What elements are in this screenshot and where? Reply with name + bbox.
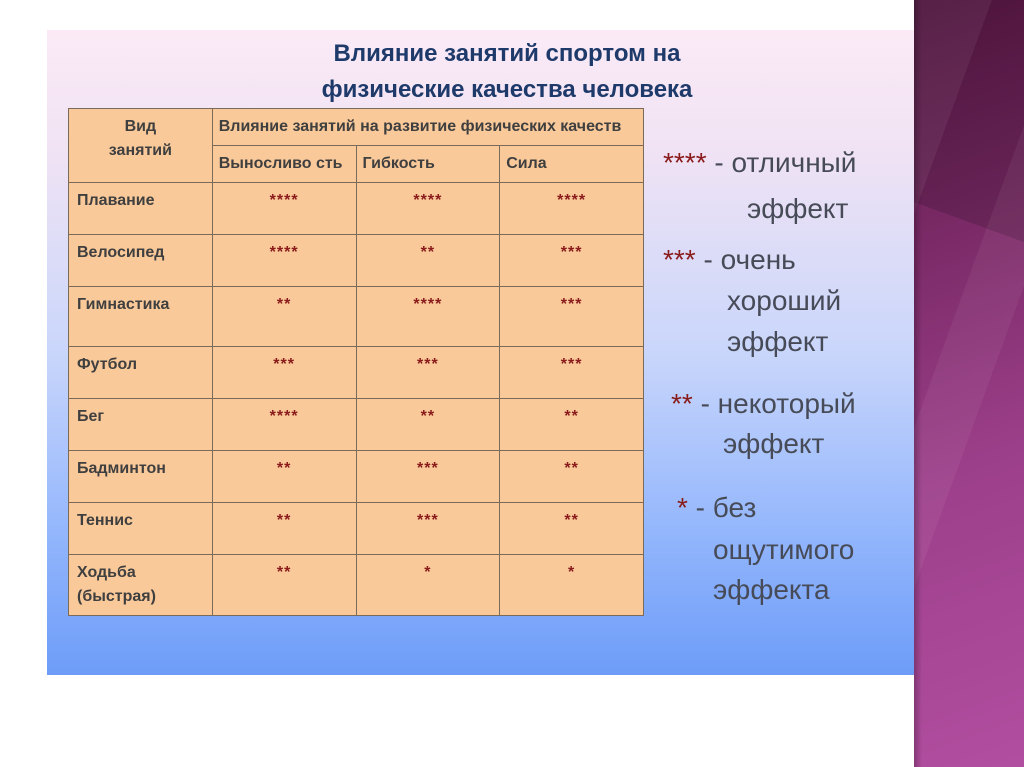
rating-strength: *** bbox=[500, 347, 644, 399]
decorative-side-band bbox=[914, 0, 1024, 767]
table-row bbox=[69, 235, 644, 287]
table-row bbox=[69, 287, 644, 347]
rating-flexibility: *** bbox=[356, 347, 500, 399]
slide-title-line-1: Влияние занятий спортом на bbox=[333, 40, 681, 67]
table-row bbox=[69, 347, 644, 399]
row-activity-name bbox=[69, 555, 213, 616]
rating-endurance: **** bbox=[212, 399, 356, 451]
rating-endurance: ** bbox=[212, 287, 356, 347]
rating-flexibility: **** bbox=[356, 287, 500, 347]
rating-flexibility: **** bbox=[356, 183, 500, 235]
legend-item-some-line-2: эффект bbox=[723, 428, 825, 459]
row-activity-name: Теннис bbox=[69, 503, 213, 555]
side-band-shadow bbox=[914, 0, 922, 767]
row-activity-name: Футбол bbox=[69, 347, 213, 399]
row-activity-name: Бег bbox=[69, 399, 213, 451]
rating-endurance: *** bbox=[212, 347, 356, 399]
legend-item-excellent bbox=[663, 145, 856, 181]
rating-flexibility: *** bbox=[356, 503, 500, 555]
column-header-strength: Сила bbox=[500, 146, 644, 183]
table-row bbox=[69, 399, 644, 451]
legend-text: - отличный bbox=[706, 147, 857, 178]
legend-text: - очень bbox=[695, 244, 796, 275]
column-header-activity-line-2: занятий bbox=[108, 142, 172, 159]
table-row bbox=[69, 503, 644, 555]
legend-item-none bbox=[677, 490, 756, 526]
row-activity-name: Плавание bbox=[69, 183, 213, 235]
rating-strength: ** bbox=[500, 451, 644, 503]
rating-strength: *** bbox=[500, 287, 644, 347]
legend-stars: * bbox=[677, 492, 688, 523]
column-header-flexibility: Гибкость bbox=[356, 146, 500, 183]
legend-item-excellent-line-2: эффект bbox=[747, 193, 849, 224]
rating-endurance: **** bbox=[212, 183, 356, 235]
row-activity-name-line: Ходьба (быстрая) bbox=[77, 564, 156, 605]
slide bbox=[47, 30, 914, 675]
legend-item-none-line-3: эффекта bbox=[713, 574, 830, 605]
sport-effects-table bbox=[68, 108, 644, 616]
rating-endurance: ** bbox=[212, 503, 356, 555]
rating-flexibility: ** bbox=[356, 235, 500, 287]
row-activity-name: Велосипед bbox=[69, 235, 213, 287]
rating-strength: ** bbox=[500, 503, 644, 555]
table-row bbox=[69, 451, 644, 503]
rating-strength: ** bbox=[500, 399, 644, 451]
legend-text: - без bbox=[687, 492, 757, 523]
legend-item-some bbox=[671, 386, 856, 422]
rating-strength: * bbox=[500, 555, 644, 616]
rating-endurance: **** bbox=[212, 235, 356, 287]
legend-stars: ** bbox=[671, 388, 693, 419]
rating-flexibility: *** bbox=[356, 451, 500, 503]
legend-item-very-good-line-2: хороший bbox=[727, 285, 842, 316]
table-header-row bbox=[69, 109, 644, 146]
row-activity-name: Бадминтон bbox=[69, 451, 213, 503]
column-header-activity bbox=[69, 109, 213, 183]
column-header-endurance: Выносливо сть bbox=[212, 146, 356, 183]
row-activity-name: Гимнастика bbox=[69, 287, 213, 347]
legend-stars: **** bbox=[663, 147, 707, 178]
rating-flexibility: ** bbox=[356, 399, 500, 451]
legend-item-none-line-2: ощутимого bbox=[713, 534, 855, 565]
legend-text: - некоторый bbox=[692, 388, 856, 419]
rating-endurance: ** bbox=[212, 555, 356, 616]
slide-title bbox=[187, 36, 827, 108]
table-row bbox=[69, 555, 644, 616]
rating-strength: **** bbox=[500, 183, 644, 235]
column-header-activity-line-1: Вид bbox=[124, 118, 157, 135]
column-group-header: Влияние занятий на развитие физических качеств bbox=[212, 109, 643, 146]
legend-item-very-good bbox=[663, 242, 796, 278]
rating-strength: *** bbox=[500, 235, 644, 287]
legend-item-very-good-line-3: эффект bbox=[727, 326, 829, 357]
legend-stars: *** bbox=[663, 244, 696, 275]
rating-flexibility: * bbox=[356, 555, 500, 616]
slide-title-line-2: физические качества человека bbox=[321, 76, 693, 103]
table-row bbox=[69, 183, 644, 235]
rating-endurance: ** bbox=[212, 451, 356, 503]
